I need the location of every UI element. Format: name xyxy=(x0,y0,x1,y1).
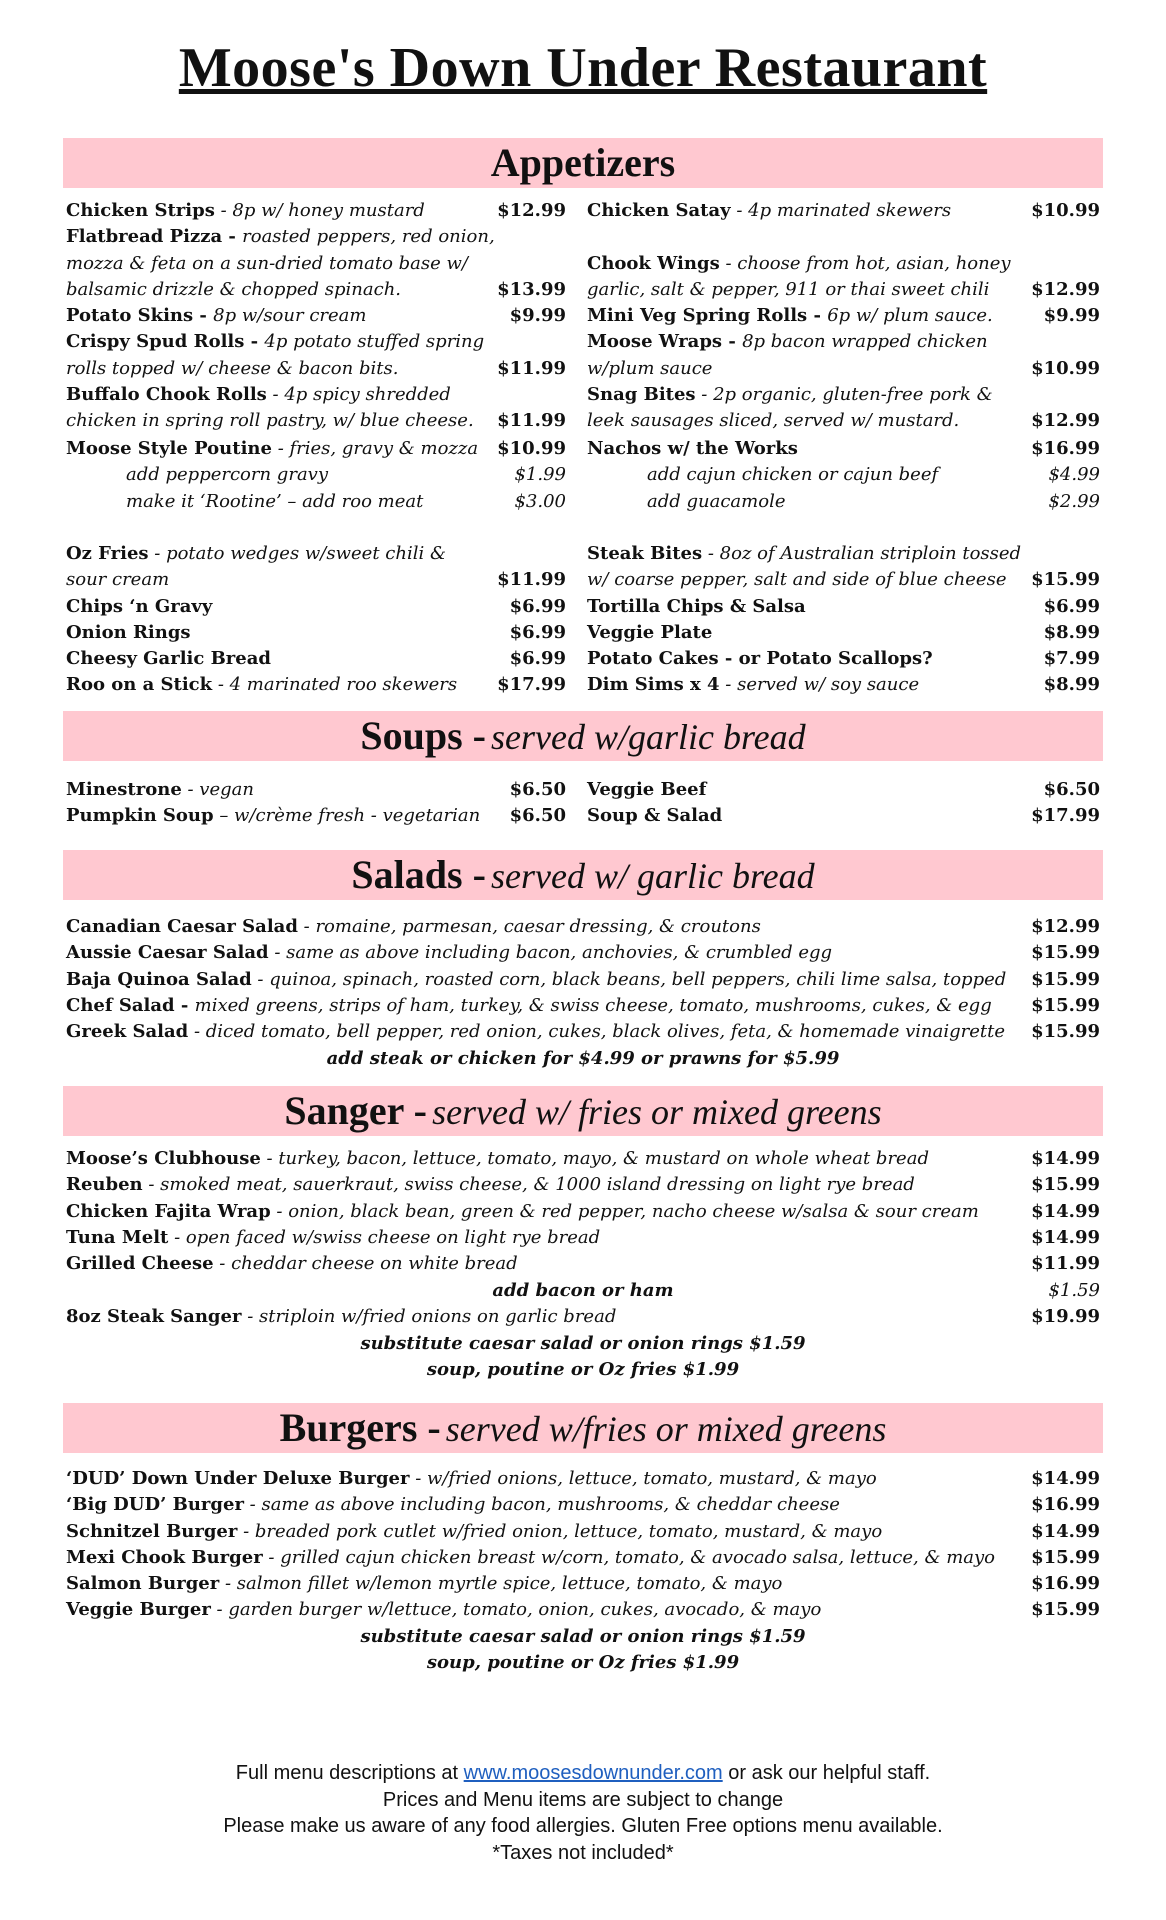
item-description: - 2p organic, gluten-free pork & xyxy=(695,384,993,406)
burger-note-1: substitute caesar salad or onion rings $1.59 xyxy=(360,1626,806,1647)
footer-line-2: Prices and Menu items are subject to change xyxy=(382,1788,784,1811)
item-description: mozza & feta on a sun-dried tomato base w/ xyxy=(66,252,468,274)
item-description: - grilled cajun chicken breast w/corn, tomato, & avocado salsa, lettuce, & mayo xyxy=(262,1546,996,1568)
menu-item xyxy=(587,620,1100,646)
menu-item xyxy=(66,594,566,620)
item-price: $6.99 xyxy=(1043,595,1100,617)
item-price: $9.99 xyxy=(509,305,566,327)
item-name: Canadian Caesar Salad xyxy=(66,916,298,937)
item-name: Cheesy Garlic Bread xyxy=(66,648,271,670)
footer-line-1-pre: Full menu descriptions at xyxy=(235,1762,464,1784)
footer-line-4: *Taxes not included* xyxy=(492,1841,674,1864)
menu-item-line xyxy=(66,489,566,515)
footer-line-1 xyxy=(0,1760,1166,1787)
menu-item-line xyxy=(66,567,566,593)
menu-item-line xyxy=(66,277,566,303)
item-price: $3.00 xyxy=(514,490,566,512)
item-price: $8.99 xyxy=(1043,674,1100,696)
item-name: Schnitzel Burger xyxy=(66,1520,238,1542)
item-name: Nachos w/ the Works xyxy=(587,438,798,459)
item-description: - served w/ soy sauce xyxy=(719,674,920,696)
item-description: 4p potato stuffed spring xyxy=(264,331,485,353)
item-name: Tortilla Chips & Salsa xyxy=(587,595,806,617)
sanger-addon-text: add bacon or ham xyxy=(492,1280,674,1301)
menu-item xyxy=(66,329,566,355)
menu-item-line xyxy=(587,489,1100,515)
item-name: Chef Salad - xyxy=(66,994,195,1016)
soups-header xyxy=(63,711,1103,761)
menu-item xyxy=(66,1466,1100,1492)
salads-list xyxy=(66,914,1100,1045)
item-description: - 8p w/ honey mustard xyxy=(214,200,425,221)
footer-line-1-post: or ask our helpful staff. xyxy=(722,1762,931,1784)
item-name: Grilled Cheese xyxy=(66,1253,214,1275)
menu-item-line xyxy=(66,462,566,488)
item-price: $17.99 xyxy=(1031,805,1100,827)
menu-item xyxy=(587,251,1100,277)
item-description: roasted peppers, red onion, xyxy=(242,226,495,248)
footer xyxy=(0,1760,1166,1866)
sanger-label: Sanger - xyxy=(284,1088,427,1133)
sanger-addon-price: $1.59 xyxy=(1048,1280,1100,1301)
item-price: $12.99 xyxy=(1031,410,1100,432)
item-description: w/plum sauce xyxy=(587,357,713,379)
item-description: - romaine, parmesan, caesar dressing, & croutons xyxy=(297,916,761,937)
menu-item xyxy=(66,436,566,462)
item-name: Moose Wraps - xyxy=(587,331,743,353)
menu-item xyxy=(587,672,1100,698)
item-price: $6.50 xyxy=(509,779,566,800)
item-description: - quinoa, spinach, roasted corn, black beans, bell peppers, chili lime salsa, topped xyxy=(251,968,1007,990)
item-price: $19.99 xyxy=(1031,1306,1100,1327)
item-name: Chicken Fajita Wrap xyxy=(66,1200,271,1222)
item-description: 8p w/sour cream xyxy=(213,305,367,327)
item-description: - turkey, bacon, lettuce, tomato, mayo, & mustard on whole wheat bread xyxy=(260,1148,929,1169)
item-price: $6.50 xyxy=(509,805,566,827)
item-price: $12.99 xyxy=(1031,916,1100,937)
menu-item xyxy=(66,1172,1100,1198)
item-name: Greek Salad xyxy=(66,1021,189,1043)
item-name: Steak Bites xyxy=(587,543,703,564)
item-description: 8p bacon wrapped chicken xyxy=(742,331,988,353)
item-name: Aussie Caesar Salad xyxy=(66,942,269,964)
item-price: $16.99 xyxy=(1031,1573,1100,1595)
item-name: Buffalo Chook Rolls xyxy=(66,384,267,406)
menu-item-line xyxy=(587,277,1100,303)
item-name: Pumpkin Soup xyxy=(66,805,214,827)
menu-item-line xyxy=(587,567,1100,593)
menu-item xyxy=(587,777,1100,803)
item-description: - garden burger w/lettuce, tomato, onion, cukes, avocado, & mayo xyxy=(210,1599,822,1621)
item-name: Tuna Melt xyxy=(66,1226,169,1248)
item-description: - 4p spicy shredded xyxy=(266,384,451,406)
item-name: Dim Sims x 4 xyxy=(587,674,720,696)
item-description: add guacamole xyxy=(647,490,786,512)
menu-item xyxy=(587,303,1100,329)
footer-line-3: Please make us aware of any food allergies. Gluten Free options menu available. xyxy=(223,1815,943,1837)
item-description: - potato wedges w/sweet chili & xyxy=(148,543,446,564)
item-price: $14.99 xyxy=(1031,1468,1100,1489)
item-name: ‘Big DUD’ Burger xyxy=(66,1494,244,1516)
item-description: - striploin w/fried onions on garlic bread xyxy=(241,1306,617,1327)
item-name: Veggie Beef xyxy=(587,779,707,800)
item-price: $2.99 xyxy=(1048,490,1100,512)
item-description: - salmon fillet w/lemon myrtle spice, lettuce, tomato, & mayo xyxy=(219,1573,783,1595)
menu-item xyxy=(66,1199,1100,1225)
item-name: Onion Rings xyxy=(66,621,191,643)
item-name: Mexi Chook Burger xyxy=(66,1546,263,1568)
item-price: $6.50 xyxy=(1043,779,1100,800)
menu-item xyxy=(66,224,566,250)
item-price: $12.99 xyxy=(1031,278,1100,300)
sanger-header xyxy=(63,1086,1103,1136)
menu-item xyxy=(66,303,566,329)
menu-item xyxy=(66,1225,1100,1251)
item-description: w/ coarse pepper, salt and side of blue cheese xyxy=(587,569,1007,591)
menu-item xyxy=(66,993,1100,1019)
item-price: $10.99 xyxy=(497,438,566,459)
sanger-note-1: substitute caesar salad or onion rings $1.59 xyxy=(360,1333,806,1354)
salads-label: Salads - xyxy=(351,852,486,897)
item-description: 6p w/ plum sauce. xyxy=(827,305,993,327)
appetizers-header xyxy=(63,138,1103,188)
menu-item xyxy=(66,1146,1100,1172)
item-price: $16.99 xyxy=(1031,438,1100,459)
menu-item-line xyxy=(587,356,1100,382)
burgers-header xyxy=(63,1403,1103,1453)
menu-item xyxy=(66,1545,1100,1571)
sides-left-column xyxy=(66,541,566,699)
menu-item-line xyxy=(587,462,1100,488)
menu-item-line xyxy=(66,251,566,277)
item-name: Moose Style Poutine xyxy=(66,438,272,459)
item-name: Veggie Burger xyxy=(66,1599,211,1621)
item-price: $6.99 xyxy=(509,621,566,643)
menu-item xyxy=(587,541,1100,567)
item-name: Roo on a Stick xyxy=(66,674,213,696)
item-description: - smoked meat, sauerkraut, swiss cheese, & 1000 island dressing on light rye bread xyxy=(142,1174,915,1196)
burger-note-2: soup, poutine or Oz fries $1.99 xyxy=(426,1652,740,1673)
burgers-subtitle: served w/fries or mixed greens xyxy=(445,1409,887,1449)
item-name: Mini Veg Spring Rolls - xyxy=(587,305,828,327)
item-name: Flatbread Pizza - xyxy=(66,226,243,248)
item-name: Oz Fries xyxy=(66,543,149,564)
menu-item xyxy=(66,914,1100,940)
menu-item xyxy=(66,967,1100,993)
item-description: – w/crème fresh - vegetarian xyxy=(213,805,481,827)
item-description: - open faced w/swiss cheese on light rye bread xyxy=(168,1226,601,1248)
restaurant-title: Moose's Down Under Restaurant xyxy=(178,37,988,99)
menu-item xyxy=(587,382,1100,408)
item-price: $11.99 xyxy=(497,410,566,432)
item-price: $9.99 xyxy=(1043,305,1100,327)
salads-subtitle: served w/ garlic bread xyxy=(490,856,815,896)
menu-item xyxy=(587,436,1100,462)
menu-item xyxy=(66,382,566,408)
sanger-addon-row xyxy=(66,1278,1100,1304)
item-price: $7.99 xyxy=(1043,648,1100,670)
item-name: Moose’s Clubhouse xyxy=(66,1148,261,1169)
item-price: $15.99 xyxy=(1031,942,1100,964)
steak-sanger-row xyxy=(66,1304,1100,1330)
website-link[interactable]: www.moosesdownunder.com xyxy=(463,1762,723,1784)
item-name: Salmon Burger xyxy=(66,1573,220,1595)
soups-label: Soups - xyxy=(360,713,486,758)
item-description: leek sausages sliced, served w/ mustard. xyxy=(587,410,960,432)
menu-item xyxy=(66,777,566,803)
item-name: Potato Cakes - or Potato Scallops? xyxy=(587,648,933,670)
item-description: - 4p marinated skewers xyxy=(730,200,952,221)
item-description: - 4 marinated roo skewers xyxy=(212,674,458,696)
item-name: Chicken Strips xyxy=(66,200,215,221)
item-price: $8.99 xyxy=(1043,621,1100,643)
burgers-label: Burgers - xyxy=(279,1405,441,1450)
item-price: $11.99 xyxy=(497,357,566,379)
item-description: - onion, black bean, green & red pepper, nacho cheese w/salsa & sour cream xyxy=(270,1200,979,1222)
menu-item-line xyxy=(66,408,566,434)
item-description: - cheddar cheese on white bread xyxy=(213,1253,518,1275)
item-description: - breaded pork cutlet w/fried onion, lettuce, tomato, mustard, & mayo xyxy=(237,1520,883,1542)
item-description: - vegan xyxy=(181,779,254,800)
item-price: $15.99 xyxy=(1031,994,1100,1016)
item-price: $11.99 xyxy=(497,569,566,591)
menu-item xyxy=(66,1019,1100,1045)
menu-item xyxy=(66,940,1100,966)
item-price: $14.99 xyxy=(1031,1148,1100,1169)
appetizers-left-column xyxy=(66,198,566,435)
menu-item-line xyxy=(587,224,1100,250)
item-name: 8oz Steak Sanger xyxy=(66,1306,242,1327)
item-description: mixed greens, strips of ham, turkey, & swiss cheese, tomato, mushrooms, cukes, & egg xyxy=(194,994,992,1016)
item-price: $17.99 xyxy=(497,674,566,696)
burgers-list xyxy=(66,1466,1100,1624)
item-price: $14.99 xyxy=(1031,1200,1100,1222)
item-price: $15.99 xyxy=(1031,1599,1100,1621)
item-price: $6.99 xyxy=(509,648,566,670)
item-name: Reuben xyxy=(66,1174,143,1196)
item-description: add cajun chicken or cajun beef xyxy=(647,464,939,486)
soups-subtitle: served w/garlic bread xyxy=(491,717,806,757)
salads-note: add steak or chicken for $4.99 or prawns for $5.99 xyxy=(326,1048,840,1069)
appetizers-label: Appetizers xyxy=(490,140,676,185)
item-name: Minestrone xyxy=(66,779,182,800)
menu-item xyxy=(66,1492,1100,1518)
item-price: $11.99 xyxy=(1031,1253,1100,1275)
menu-item xyxy=(587,803,1100,829)
menu-item xyxy=(66,672,566,698)
item-price: $14.99 xyxy=(1031,1520,1100,1542)
menu-item xyxy=(66,1251,1100,1277)
sanger-subtitle: served w/ fries or mixed greens xyxy=(432,1092,882,1132)
menu-item xyxy=(66,646,566,672)
item-description: - diced tomato, bell pepper, red onion, cukes, black olives, feta, & homemade vinaigrette xyxy=(188,1021,1006,1043)
menu-item-line xyxy=(66,356,566,382)
item-price: $15.99 xyxy=(1031,1021,1100,1043)
appetizers-right-column xyxy=(587,198,1100,435)
menu-item xyxy=(587,198,1100,224)
item-name: ‘DUD’ Down Under Deluxe Burger xyxy=(66,1468,410,1489)
item-name: Potato Skins - xyxy=(66,305,214,327)
menu-item xyxy=(587,329,1100,355)
item-price: $15.99 xyxy=(1031,1546,1100,1568)
item-price: $15.99 xyxy=(1031,569,1100,591)
menu-item xyxy=(587,594,1100,620)
item-price: $15.99 xyxy=(1031,968,1100,990)
item-price: $16.99 xyxy=(1031,1494,1100,1516)
poutine-column xyxy=(66,436,566,515)
item-description: make it ‘Rootine’ – add roo meat xyxy=(126,490,424,512)
menu-item xyxy=(66,198,566,224)
menu-item xyxy=(66,803,566,829)
item-description: add peppercorn gravy xyxy=(126,464,329,486)
menu-item xyxy=(66,1597,1100,1623)
item-price: $13.99 xyxy=(497,278,566,300)
item-description: - same as above including bacon, anchovies, & crumbled egg xyxy=(268,942,833,964)
item-name: Chips ‘n Gravy xyxy=(66,595,213,617)
item-name: Soup & Salad xyxy=(587,805,723,827)
nachos-column xyxy=(587,436,1100,515)
item-price: $12.99 xyxy=(497,200,566,221)
menu-item xyxy=(66,541,566,567)
menu-item xyxy=(587,646,1100,672)
item-price: $10.99 xyxy=(1031,200,1100,221)
item-name: Baja Quinoa Salad xyxy=(66,968,252,990)
item-name: Chicken Satay xyxy=(587,200,731,221)
item-price: $15.99 xyxy=(1031,1174,1100,1196)
menu-item xyxy=(66,1571,1100,1597)
item-name: Chook Wings xyxy=(587,252,720,274)
salads-header xyxy=(63,850,1103,900)
item-name: Crispy Spud Rolls - xyxy=(66,331,265,353)
sanger-note-2: soup, poutine or Oz fries $1.99 xyxy=(426,1359,740,1380)
item-description: chicken in spring roll pastry, w/ blue cheese. xyxy=(66,410,474,432)
item-description: rolls topped w/ cheese & bacon bits. xyxy=(66,357,399,379)
item-description: - w/fried onions, lettuce, tomato, mustard, & mayo xyxy=(409,1468,877,1489)
item-price: $6.99 xyxy=(509,595,566,617)
sanger-list xyxy=(66,1146,1100,1277)
item-description: - fries, gravy & mozza xyxy=(271,438,479,459)
menu-item-line xyxy=(587,408,1100,434)
sides-right-column xyxy=(587,541,1100,699)
item-price: $10.99 xyxy=(1031,357,1100,379)
item-price: $1.99 xyxy=(514,464,566,486)
item-price: $14.99 xyxy=(1031,1226,1100,1248)
item-description: - choose from hot, asian, honey xyxy=(719,252,1011,274)
item-description: garlic, salt & pepper, 911 or thai sweet chili xyxy=(587,278,990,300)
soups-right-column xyxy=(587,777,1100,830)
item-name: Veggie Plate xyxy=(587,621,713,643)
item-description: sour cream xyxy=(66,569,170,591)
item-price: $4.99 xyxy=(1048,464,1100,486)
item-description: - same as above including bacon, mushrooms, & cheddar cheese xyxy=(243,1494,840,1516)
soups-left-column xyxy=(66,777,566,830)
menu-item xyxy=(66,620,566,646)
item-description: - 8oz of Australian striploin tossed xyxy=(702,543,1022,564)
item-name: Snag Bites xyxy=(587,384,696,406)
menu-item xyxy=(66,1519,1100,1545)
item-description: balsamic drizzle & chopped spinach. xyxy=(66,278,402,300)
